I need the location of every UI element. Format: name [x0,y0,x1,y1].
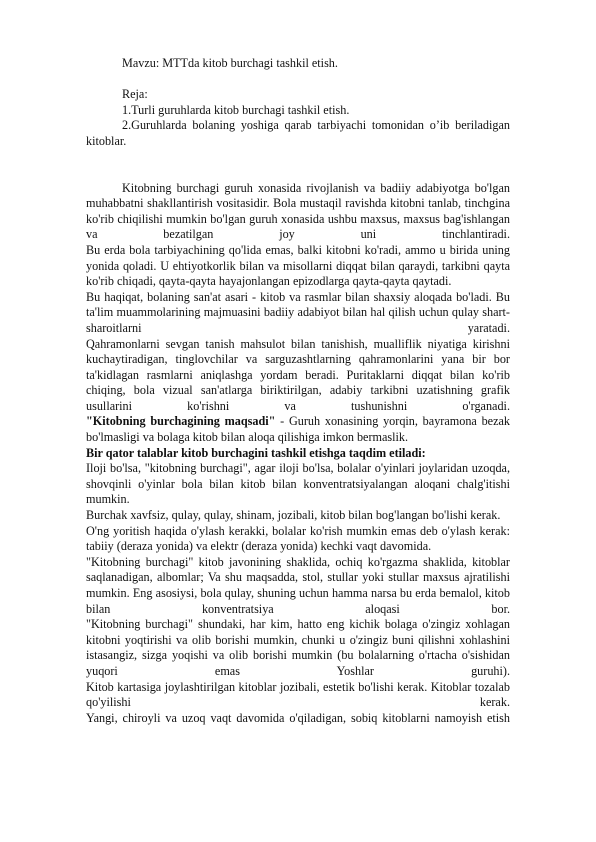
document-title: Mavzu: MTTda kitob burchagi tashkil etish. [122,56,338,70]
paragraph-12: Kitob kartasiga joylashtirilgan kitoblar jozibali, estetik bo'lishi kerak. Kitoblar tozalab qo'yilishi kerak. [86,679,510,710]
paragraph-2: Bu erda bola tarbiyachining qo'lida emas, balki kitobni ko'radi, ammo u birida uning yonida qoladi. U ehtiyotkorlik bilan va misollarni diqqat bilan qaraydi, tarkibni qayta ko'rib chiqadi, qayta-qayta hayajonlangan epizodlarga qayta-qayta qaytadi. [86,242,510,289]
plan-item-1: 1.Turli guruhlarda kitob burchagi tashkil etish. [122,102,350,117]
plan-item-2: 2.Guruhlarda bolaning yoshiga qarab tarbiyachi tomonidan o’ib beriladigan kitoblar. [86,118,510,148]
paragraph-10: "Kitobning burchagi" kitob javonining shaklida, ochiq ko'rgazma shaklida, kitoblar saqlanadigan, albomlar; Va shu maqsadda, stol, stullar yoki stullar maxsus ajratilishi mumkin. Eng asosiysi, bola qulay, shuning uchun hamma narsa bu erda bemalol, kitob bilan konventratsiya aloqasi bor. [86,554,510,616]
paragraph-4: Qahramonlarni sevgan tanish mahsulot bilan tanishish, mualliflik niyatiga kirishni kuchaytiradigan, tinglovchilar va sarguzashtlarning qahramonlarini yana bir bor ta'kidlagan rasmlarni aniqlashga yordam beradi. Puritaklarni diqqat bilan ko'rib chiqing, bola vizual san'atlarga biriktirilgan, adabiy tarkibni uzatishning grafik usullarini ko'rishni va tushunishni o'rganadi. [86,336,510,413]
goal-text: - Guruh xonasining yorqin, bayramona bezak bo'lmasligi va bolaga kitob bilan aloqa qilishiga imkon bermaslik. [86,414,510,445]
paragraph-13: Yangi, chiroyli va uzoq vaqt davomida o'qiladigan, sobiq kitoblarni namoyish etish [86,710,510,725]
paragraph-5 [86,414,510,445]
document-page [86,56,510,726]
paragraph-3: Bu haqiqat, bolaning san'at asari - kitob va rasmlar bilan shaxsiy aloqada bo'ladi. Bu ta'lim muammolarining majmuasini badiiy adabiyot bilan hal qilish uchun qulay shart-sharoitlarni yaratadi. [86,289,510,335]
paragraph-1: Kitobning burchagi guruh xonasida rivojlanish va badiiy adabiyotga bo'lgan muhabbatni shakllantirish vositasidir. Bola mustaqil ravishda kitobni tanlab, tinchgina ko'rib chiqilishi mumkin bo'lgan guruh xonasida ushbu maxsus, maxsus bag'ishlangan va bezatilgan joy uni tinchlantiradi. [86,180,510,242]
paragraph-9: O'ng yoritish haqida o'ylash kerakki, bolalar ko'rish mumkin emas deb o'ylash kerak: tabiiy (deraza yonida) va elektr (deraza yonida) kechki vaqt davomida. [86,523,510,554]
goal-heading: "Kitobning burchagining maqsadi" [86,414,276,429]
requirements-heading-text: Bir qator talablar kitob burchagini tashkil etishga taqdim etiladi: [86,445,426,460]
paragraph-7: Iloji bo'lsa, "kitobning burchagi", agar iloji bo'lsa, bolalar o'yinlari joylaridan uzoqda, shovqinli o'yinlar bola bilan kitob bilan konventratsiyalangan aloqani chalg'itishi mumkin. [86,461,510,507]
paragraph-8: Burchak xavfsiz, qulay, qulay, shinam, jozibali, kitob bilan bog'langan bo'lishi kerak. [86,508,501,523]
plan-heading: Reja: [122,87,148,102]
requirements-heading [86,446,510,462]
paragraph-11: "Kitobning burchagi" shundaki, har kim, hatto eng kichik bolaga o'zingiz xohlagan kitobni yoqtirishi va olib borishi mumkin, chunki u o'zingiz buni qilishni xohlashini istasangiz, sizga yoqishi va olib borishi mumkin (bu bolalarning o'rtacha o'sishidan yuqori emas Yoshlar guruhi). [86,617,510,678]
